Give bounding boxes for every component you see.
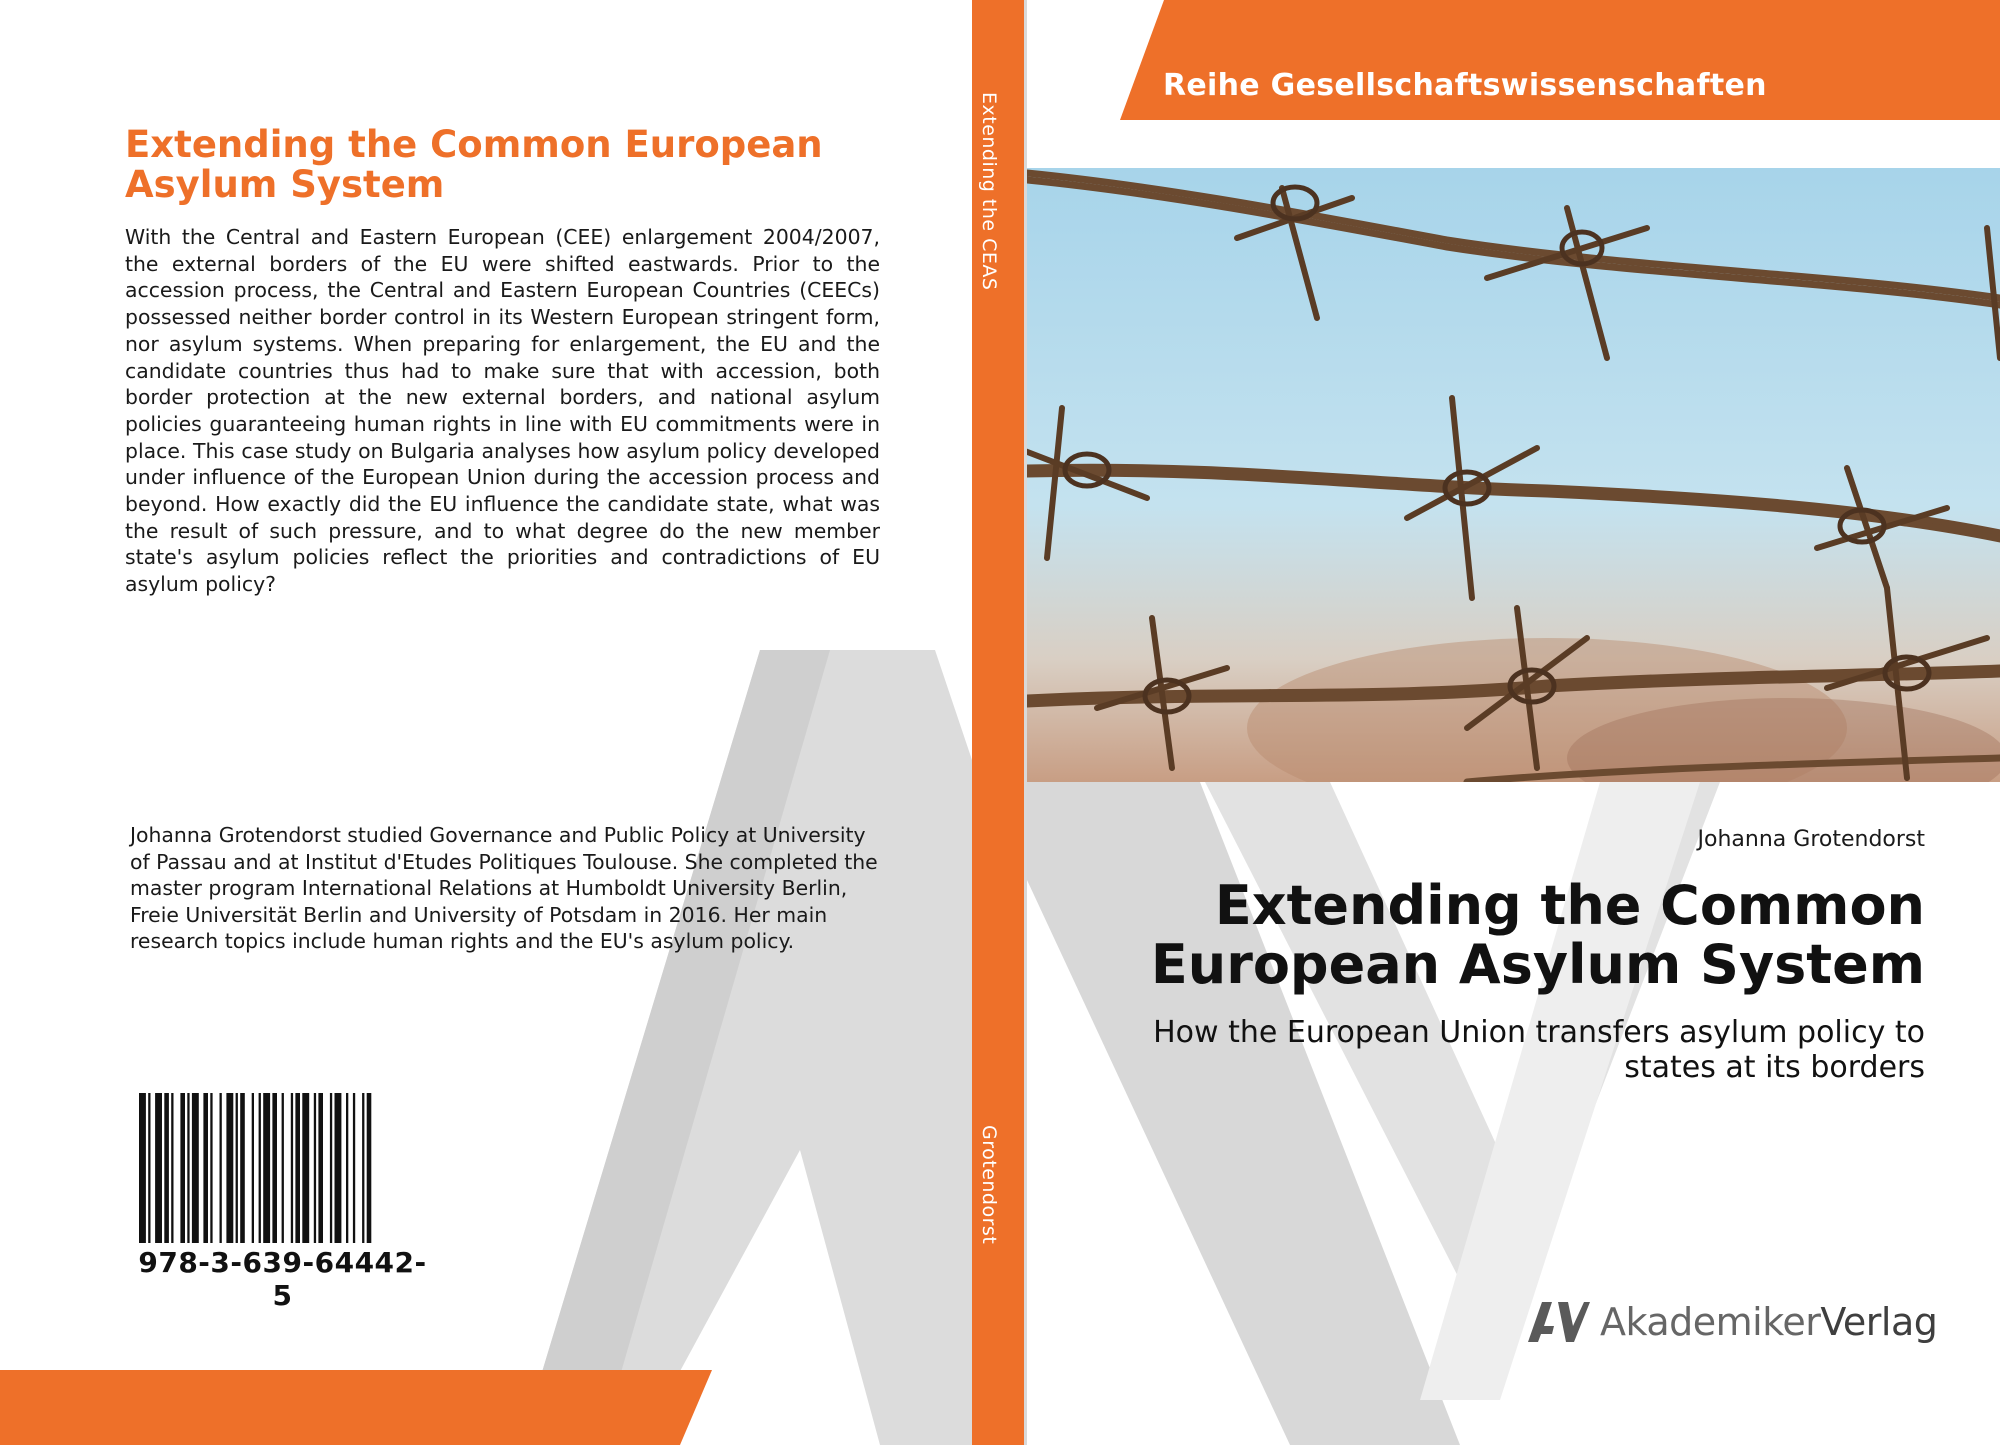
barcode-bar <box>282 1093 284 1243</box>
barcode-bar <box>291 1093 293 1243</box>
barcode-bar <box>302 1093 309 1243</box>
barcode-bar <box>346 1093 348 1243</box>
barcode-bar <box>272 1093 277 1243</box>
barcode-bar <box>362 1093 364 1243</box>
barcode-bar <box>192 1093 199 1243</box>
publisher-name-part1: Akademiker <box>1600 1300 1821 1344</box>
back-cover-title: Extending the Common European Asylum System <box>125 123 823 206</box>
barcode-bar <box>148 1093 150 1243</box>
back-bottom-bar <box>0 1370 712 1445</box>
barcode-icon <box>135 1093 430 1253</box>
isbn-number: 978-3-639-64442-5 <box>138 1246 427 1312</box>
barcode-bar <box>367 1093 372 1243</box>
barcode-bar <box>164 1093 169 1243</box>
barcode-bar <box>180 1093 185 1243</box>
barcode-bar <box>210 1093 212 1243</box>
publisher-logo <box>1528 1296 1938 1356</box>
barcode-bar <box>240 1093 245 1243</box>
back-cover-blurb: With the Central and Eastern European (CEE) enlargement 2004/2007, the external borders of the EU were shifted eastwards. Prior to the accession process, the Central and Eastern European Countries (CEECs) possessed neither border control in its Western European stringent form, nor asylum systems. When preparing for enlargement, the EU and the candidate countries thus had to make sure that with accession, both border protection at the new external borders, and national asylum policies guaranteeing human rights in line with EU commitments were in place. This case study on Bulgaria analyses how asylum policy developed under influence of the European Union during the accession process and beyond. How exactly did the EU influence the candidate state, what was the result of such pressure, and to what degree do the new member state's asylum policies reflect the priorities and contradictions of EU asylum policy? <box>125 225 880 597</box>
barcode-bar <box>155 1093 162 1243</box>
series-name: Reihe Gesellschaftswissenschaften <box>1163 68 1767 103</box>
front-cover-author: Johanna Grotendorst <box>1697 827 1925 852</box>
barcode-bar <box>252 1093 254 1243</box>
barcode-bar <box>236 1093 238 1243</box>
barcode-bar <box>139 1093 146 1243</box>
barcode-bar <box>295 1093 300 1243</box>
barcode-bar <box>226 1093 233 1243</box>
barcode-bar <box>314 1093 316 1243</box>
front-cover-subtitle: How the European Union transfers asylum policy to states at its borders <box>1153 1015 1925 1085</box>
barcode-bar <box>330 1093 332 1243</box>
barcode-bar <box>220 1093 222 1243</box>
barcode-bar <box>318 1093 323 1243</box>
barcode-bar <box>335 1093 342 1243</box>
author-bio: Johanna Grotendorst studied Governance and Public Policy at University of Passau and at Institut d'Etudes Politiques Toulouse. She completed the master program International Relations at Humboldt University Berlin, Freie Universität Berlin and University of Potsdam in 2016. Her main research topics include human rights and the EU's asylum policy. <box>130 823 878 954</box>
spine-title: Extending the CEAS <box>978 92 1000 291</box>
barbed-wire-photo <box>1027 168 2000 782</box>
front-cover-title: Extending the Common European Asylum System <box>1150 874 1925 996</box>
publisher-name-part2: Verlag <box>1820 1300 1938 1344</box>
barcode-bar <box>203 1093 208 1243</box>
barcode-bar <box>353 1093 355 1243</box>
spine-author: Grotendorst <box>978 1125 1000 1245</box>
barcode-bar <box>187 1093 189 1243</box>
av-logo-icon <box>1528 1302 1590 1342</box>
barcode-bar <box>263 1093 270 1243</box>
barcode-bar <box>171 1093 173 1243</box>
barcode-bar <box>259 1093 261 1243</box>
